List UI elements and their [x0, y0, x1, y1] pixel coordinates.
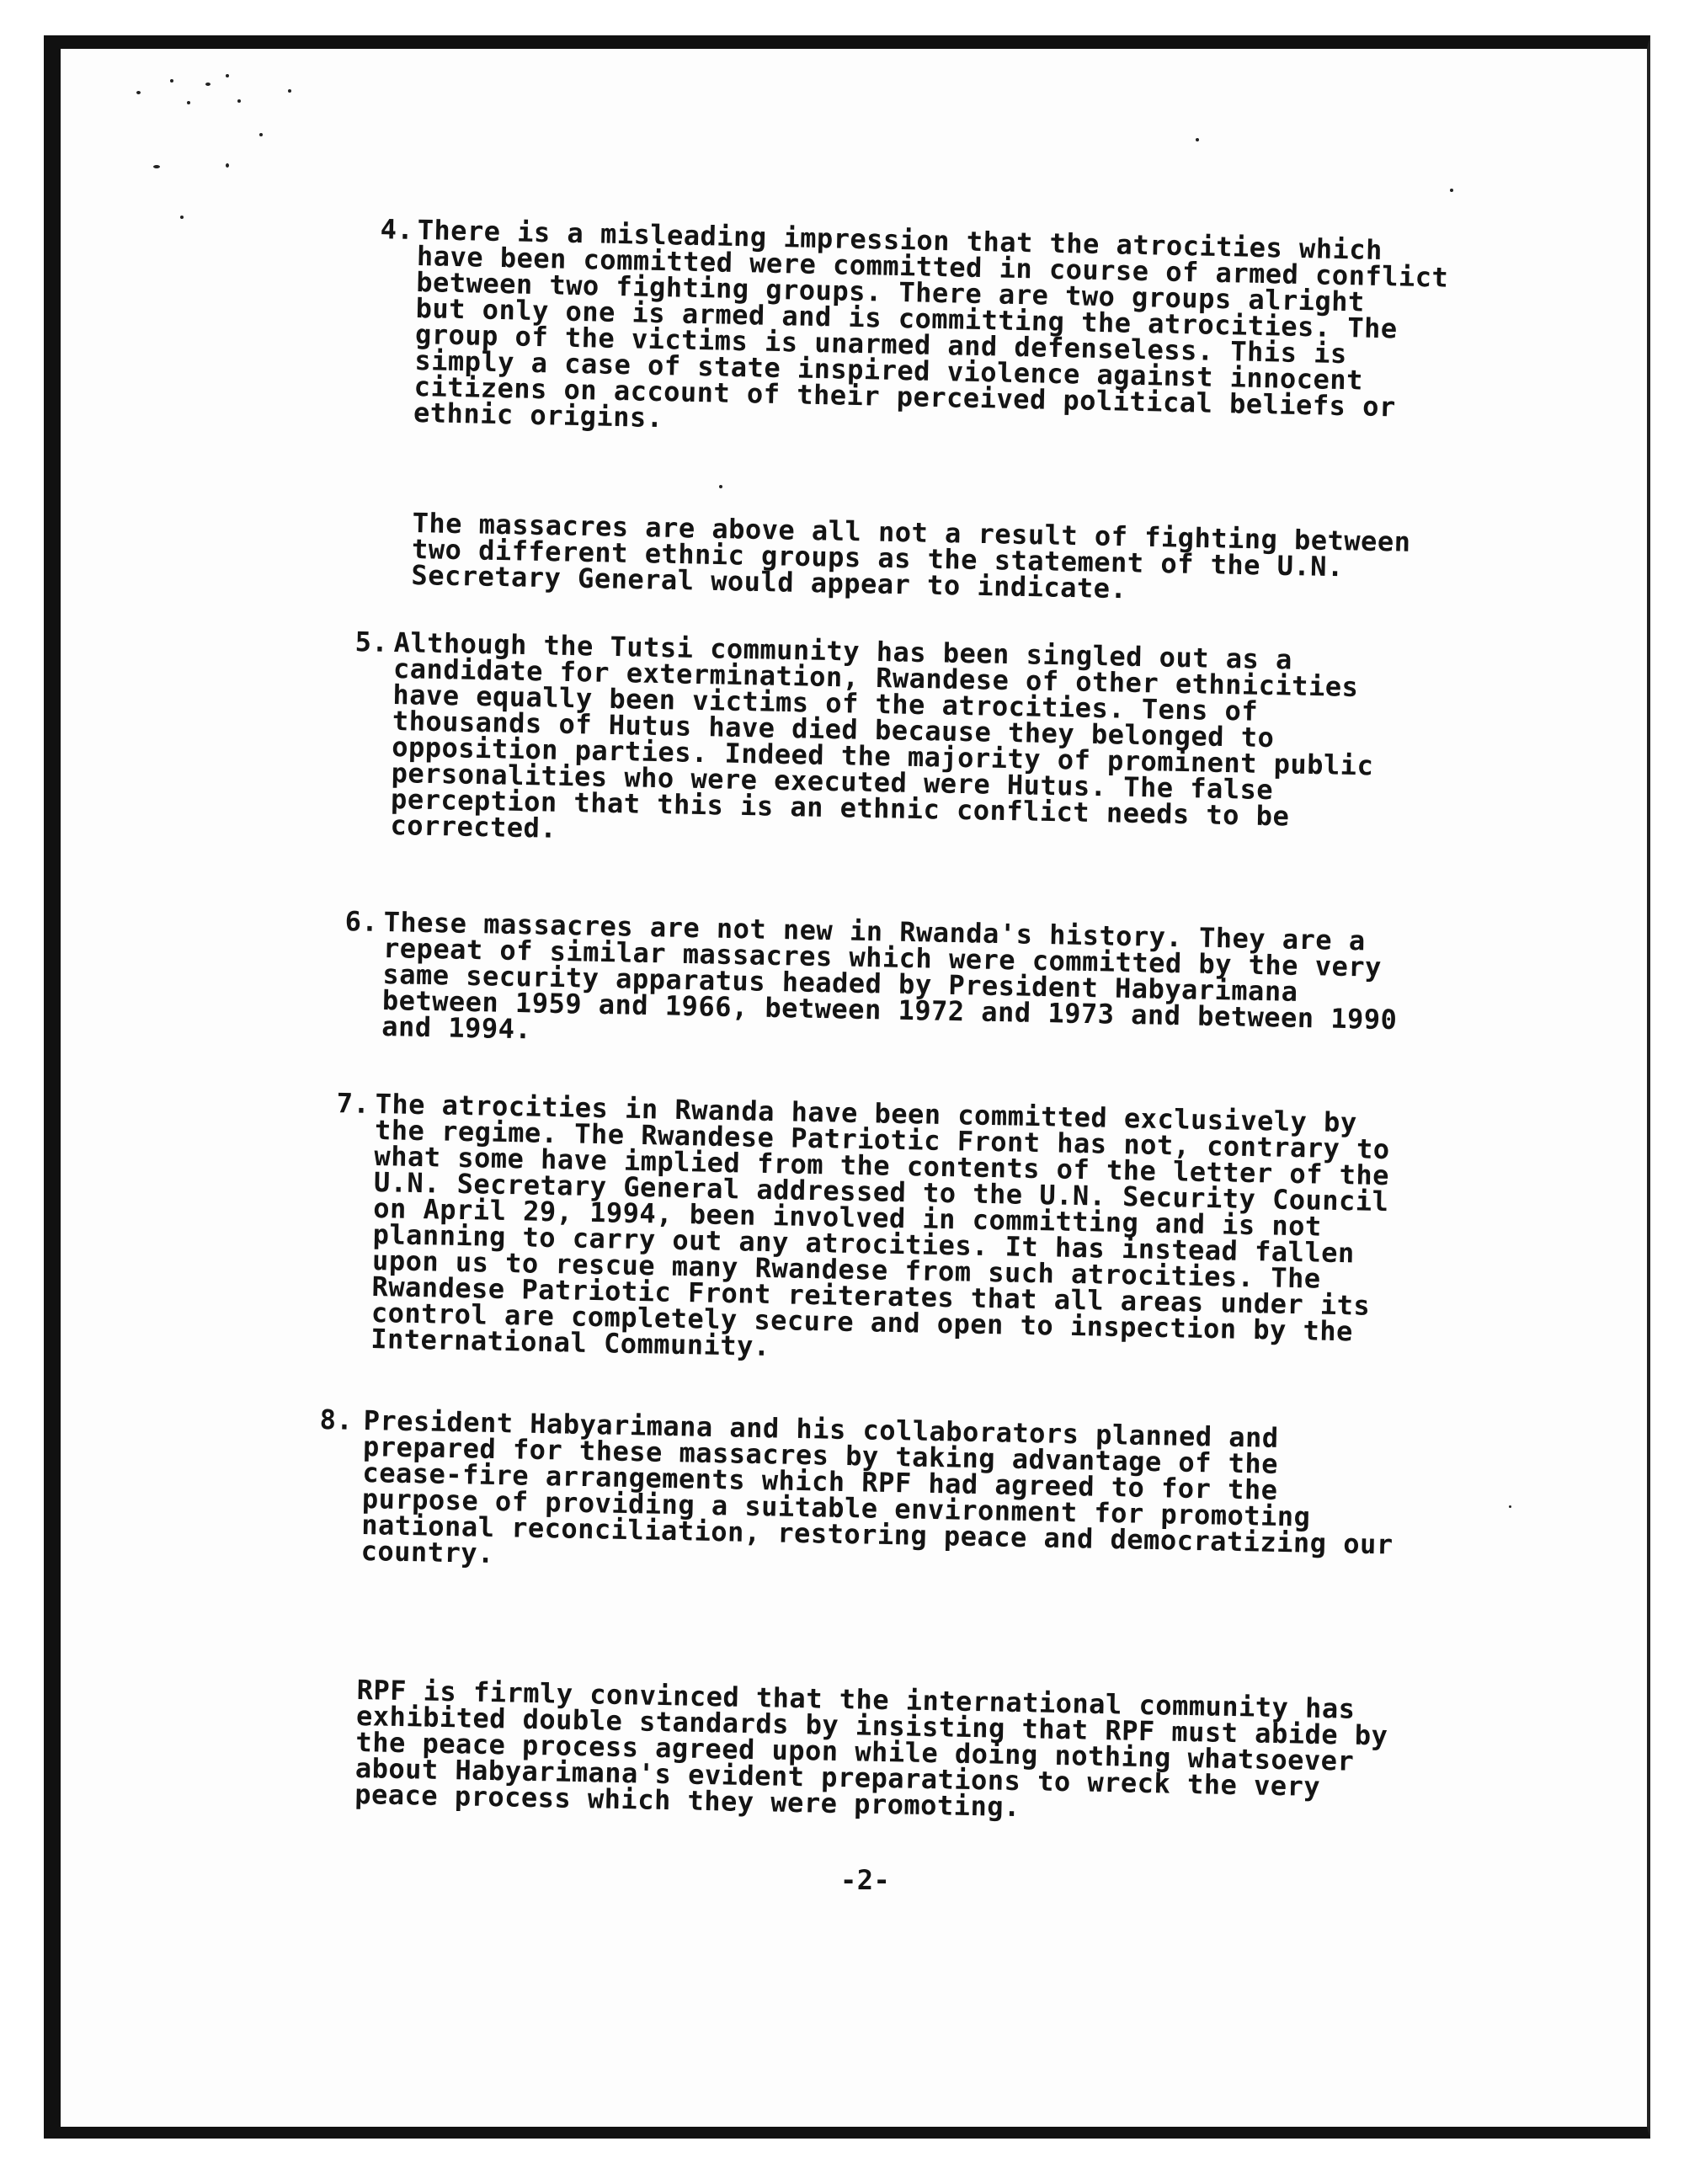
list-item-5 — [354, 626, 1573, 861]
paragraph-continuation — [411, 507, 1591, 611]
list-item-number: 8. — [319, 1404, 354, 1436]
document-page — [44, 35, 1650, 2139]
list-item-number: 5. — [354, 626, 389, 658]
list-item-7 — [336, 1087, 1554, 1375]
list-item-4 — [380, 213, 1596, 450]
list-item-number: 7. — [336, 1087, 370, 1120]
page-number: -2- — [840, 1864, 891, 1896]
list-item-number: 4. — [380, 213, 414, 246]
paragraph-text: President Habyarimana and his collaborators planned and prepared for these massacres by taking advantage of the cease-fire arrangements which RPF had agreed to for the purpose of providing a suitable environment for promoting national reconciliation, restoring peace and democratizing our country. — [360, 1404, 1394, 1570]
document-body — [61, 49, 1647, 2127]
list-item-6 — [344, 905, 1563, 1063]
paragraph-text: RPF is firmly convinced that the international community has exhibited double standards by insisting that RPF must abide by the peace process agreed upon while doing nothing whatsoever about Habyarimana's evident preparations to wreck the very peace process which they were promoting. — [354, 1674, 1388, 1824]
paragraph-text: These massacres are not new in Rwanda's history. They are a repeat of similar massacres which were committed by the very same security apparatus headed by President Habyarimana between 1959 and 1966, between 1972 and 1973 and between 1990 and 1994. — [381, 906, 1398, 1046]
list-item-8 — [319, 1404, 1542, 1587]
paragraph-text: The massacres are above all not a result of fighting between two different ethnic groups as the statement of the U.N. Secretary General would appear to indicate. — [411, 507, 1411, 605]
paragraph-text: Although the Tutsi community has been singled out as a candidate for extermination, Rwandese of other ethnicities have equally been victims of the atrocities. Tens of thousands of Hutus have died because they belonged to opposition parties. Indeed the majority of prominent public personalities who were executed were Hutus. The false perception that this is an ethnic conflict needs to be corrected. — [390, 626, 1374, 844]
paragraph-continuation — [354, 1674, 1536, 1830]
list-item-number: 6. — [344, 905, 379, 938]
paragraph-text: The atrocities in Rwanda have been committed exclusively by the regime. The Rwandese Patriotic Front has not, contrary to what some have implied from the contents of the letter of the U.N. Secretary General addressed to the U.N. Security Council on April 29, 1994, been involved in committing and is not planning to carry out any atrocities. It has instead fallen upon us to rescue many Rwandese from such atrocities. The Rwandese Patriotic Front reiterates that all areas under its control are completely secure and open to inspection by the International Community. — [370, 1088, 1390, 1363]
paragraph-text: There is a misleading impression that the atrocities which have been committed were committed in course of armed conflict between two fighting groups. There are two groups alright but only one is armed and is committing the atrocities. The group of the victims is unarmed and defenseless. This is simply a case of state inspired violence against innocent citizens on account of their perceived political beliefs or ethnic origins. — [413, 214, 1449, 434]
